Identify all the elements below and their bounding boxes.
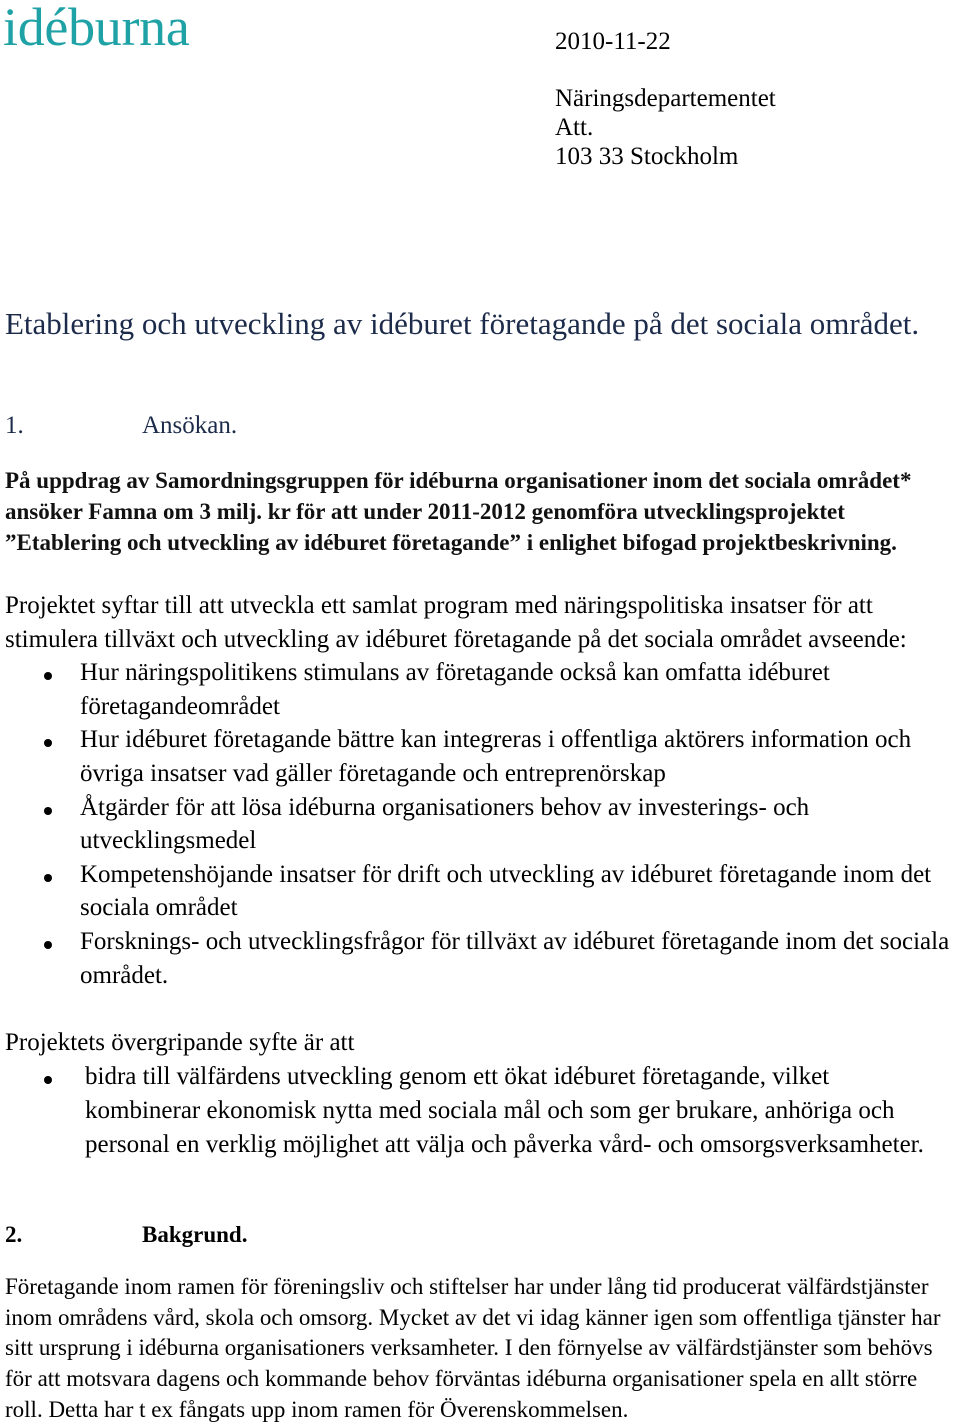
section-heading-label: Ansökan. [142, 412, 238, 439]
section-heading-label: Bakgrund. [142, 1222, 248, 1247]
aim-list [5, 1060, 924, 1162]
list-item [5, 925, 949, 992]
recipient-line: Näringsdepartementet [555, 85, 776, 112]
list-item-line: området. [80, 961, 169, 989]
letter-date: 2010-11-22 [555, 28, 671, 55]
list-item-line: kombinerar ekonomisk nytta med sociala mål och som ger brukare, anhöriga och [85, 1097, 895, 1124]
paragraph-line: sitt ursprung i idéburna organisationers verksamheter. I den förnyelse av välfärdstjänster som behövs [5, 1335, 933, 1361]
purpose-paragraph [5, 589, 949, 656]
recipient-address [555, 84, 776, 171]
bullet-icon [44, 1076, 52, 1084]
recipient-line: 103 33 Stockholm [555, 143, 739, 170]
paragraph-line: för att motsvara dagens och kommande behov förväntas idéburna organisationer spela en allt större [5, 1366, 918, 1392]
bullet-icon [44, 807, 52, 815]
logo: idéburna [3, 0, 190, 57]
list-item-line: Kompetenshöjande insatser för drift och utveckling av idéburet företagande inom det [80, 860, 932, 888]
paragraph-line: Projektet syftar till att utveckla ett samlat program med näringspolitiska insatser för att [5, 592, 873, 619]
section-number: 2. [5, 1222, 23, 1247]
bullet-icon [44, 941, 52, 949]
paragraph-line: Företagande inom ramen för föreningsliv och stiftelser har under lång tid producerat välfärdstjänster [5, 1274, 929, 1299]
list-item-line: Forsknings- och utvecklingsfrågor för tillväxt av idéburet företagande inom det sociala [80, 927, 950, 955]
section-heading [5, 409, 505, 442]
overall-aim-section [5, 1026, 924, 1162]
paragraph-line: ”Etablering och utveckling av idéburet företagande” i enlighet bifogad projektbeskrivning. [5, 530, 897, 555]
list-item-line: Hur näringspolitikens stimulans av företagande också kan omfatta idéburet [80, 659, 830, 687]
list-item [5, 656, 949, 723]
section-heading [5, 1219, 505, 1250]
paragraph-line: stimulera tillväxt och utveckling av idéburet företagande på det sociala området avseende: [5, 625, 907, 653]
recipient-line: Att. [555, 114, 594, 141]
section-number: 1. [5, 412, 24, 439]
list-item-line: sociala området [80, 894, 238, 922]
list-item [5, 1060, 924, 1162]
paragraph-line: inom områdens vård, skola och omsorg. Mycket av det vi idag känner igen som offentliga tjänster har [5, 1304, 941, 1330]
bullet-icon [44, 739, 52, 747]
list-item-line: Hur idéburet företagande bättre kan integreras i offentliga aktörers information och [80, 726, 912, 754]
list-item-line: övriga insatser vad gäller företagande och entreprenörskap [80, 759, 666, 787]
application-paragraph [5, 465, 911, 558]
paragraph-line: På uppdrag av Samordningsgruppen för idéburna organisationer inom det sociala området* [5, 468, 912, 493]
list-item-line: utvecklingsmedel [80, 827, 257, 855]
topic-list [5, 656, 949, 992]
background-paragraph [5, 1272, 941, 1426]
list-item-line: personal en verklig möjlighet att välja och påverka vård- och omsorgsverksamheter. [85, 1131, 924, 1158]
purpose-section [5, 589, 949, 992]
paragraph-line: ansöker Famna om 3 milj. kr för att under 2011-2012 genomföra utvecklingsprojektet [5, 499, 845, 524]
aim-intro: Projektets övergripande syfte är att [5, 1029, 355, 1056]
list-item-line: Åtgärder för att lösa idéburna organisationers behov av investerings- och [80, 793, 810, 821]
list-item-line: bidra till välfärdens utveckling genom ett ökat idéburet företagande, vilket [85, 1063, 830, 1090]
bullet-icon [44, 874, 52, 882]
document-title: Etablering och utveckling av idéburet företagande på det sociala området. [5, 306, 920, 341]
paragraph-line: roll. Detta har t ex fångats upp inom ramen för Överenskommelsen. [5, 1396, 629, 1422]
list-item-line: företagandeområdet [80, 692, 280, 720]
bullet-icon [44, 672, 52, 680]
list-item [5, 791, 949, 858]
list-item [5, 858, 949, 925]
list-item [5, 723, 949, 790]
